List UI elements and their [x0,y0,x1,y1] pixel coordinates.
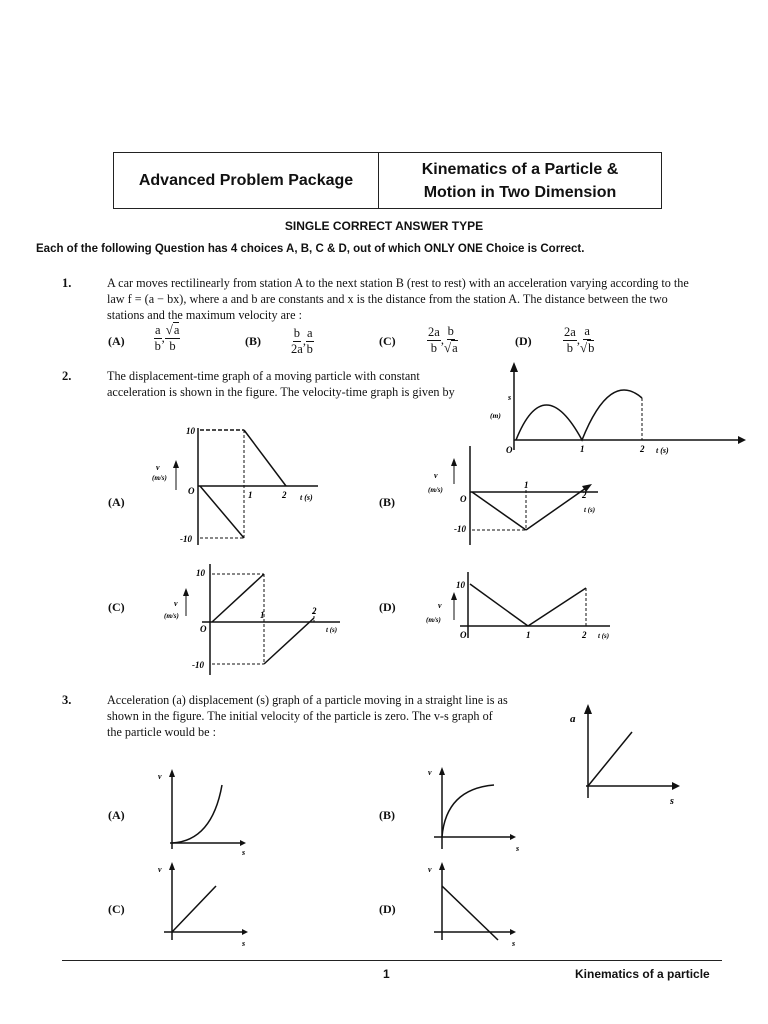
graph-mark [510,834,516,840]
graph-mark [169,769,175,777]
question-1-option-a-label: (A) [108,334,125,348]
question-3-option-c-graph [150,858,260,950]
graph-label: O [460,494,467,504]
question-2-option-a-graph [148,420,333,555]
question-2-line-1: The displacement-time graph of a moving particle with constant [107,369,420,383]
opt-a-f1-den: b [154,338,161,353]
question-2-option-d-label: (D) [379,600,396,614]
graph-label: 2 [282,490,287,500]
instructions: Each of the following Question has 4 choices A, B, C & D, out of which ONLY ONE Choice is Correct. [36,243,585,255]
header-table [113,152,662,209]
graph-label: -10 [180,534,192,544]
graph-label: O [200,624,207,634]
graph-label: v [428,865,432,874]
graph-mark [200,486,244,538]
graph-label: 10 [196,568,205,578]
graph-mark [672,782,680,790]
graph-label: s [670,796,674,807]
question-2-number: 2. [62,369,72,383]
question-1-line-2: law f = (a − bx), where a and b are constants and x is the distance from the station A. The distance between the two [107,292,668,306]
graph-mark [173,460,179,468]
graph-label: (m/s) [428,486,443,494]
graph-mark [183,588,189,596]
graph-label: t (s) [326,626,338,634]
question-1-option-c-label: (C) [379,334,396,348]
st-t1-label: 1 [580,444,585,454]
graph-mark [528,588,586,626]
graph-label: 10 [186,426,195,436]
graph-label: a [570,713,576,725]
st-curve [516,390,642,440]
graph-label: t (s) [300,493,313,502]
question-3-option-a-graph [150,765,260,857]
graph-mark [172,886,216,932]
opt-d-f1-den: b [566,340,574,355]
page-number: 1 [383,967,390,981]
question-2-option-d-graph [420,568,630,648]
graph-mark [439,767,445,775]
st-t-unit: t (s) [656,446,669,455]
st-x-arrow [738,436,746,444]
footer-divider [62,960,722,961]
opt-d-f2-den: b [588,341,595,355]
question-1-line-3: stations and the maximum velocity are : [107,308,302,322]
graph-mark [242,929,248,935]
section-type-heading: SINGLE CORRECT ANSWER TYPE [284,219,484,233]
graph-mark [510,929,516,935]
graph-mark [240,840,246,846]
graph-label: 1 [260,610,265,620]
graph-mark [470,584,528,626]
question-3-text [107,692,508,740]
question-2-line-2: acceleration is shown in the figure. The velocity-time graph is given by [107,385,455,399]
opt-b-f2-den: b [306,342,313,356]
graph-mark [472,492,526,530]
graph-mark [451,592,457,600]
graph-label: -10 [454,524,466,534]
question-3-option-a-label: (A) [108,808,125,822]
question-1-option-d-label: (D) [515,334,532,348]
question-2-option-b-label: (B) [379,495,395,509]
question-1-text [107,275,715,323]
graph-label: 2 [312,606,317,616]
st-t2-label: 2 [640,444,645,454]
header-left-title: Advanced Problem Package [114,153,379,208]
opt-a-f2-den: b [169,339,176,353]
question-2-option-c-label: (C) [108,600,125,614]
question-3-option-b-graph [420,765,530,857]
question-1-option-c-value: $\frac{2a}{b}$ , b √a [428,324,458,355]
graph-label: 1 [248,490,253,500]
footer-title: Kinematics of a particle [575,967,710,981]
graph-label: v [156,463,160,472]
graph-mark [526,488,586,530]
opt-b-f1-den: 2a [291,342,303,356]
question-2-option-a-label: (A) [108,495,125,509]
opt-c-f1-num: 2a [428,324,440,339]
graph-label: (m/s) [426,616,441,624]
graph-label: v [158,772,162,781]
graph-label: O [188,486,195,496]
opt-b-f1-num: b [293,326,301,340]
graph-label: v [174,599,178,608]
graph-label: v [434,471,438,480]
graph-mark [588,732,632,786]
question-2-text [107,368,455,400]
graph-mark [212,574,264,622]
question-3-option-d-label: (D) [379,902,396,916]
graph-label: t (s) [584,506,596,514]
graph-label: 10 [456,580,465,590]
opt-c-f2-num: b [447,324,454,338]
question-1-option-b-value: $\frac{b}{2a}$ , $\frac{a}{b}$ [291,326,313,356]
graph-label: (m/s) [152,474,167,482]
graph-mark [442,785,494,837]
st-origin-label: O [506,445,513,455]
opt-a-f2-num: a [173,323,180,337]
graph-label: O [460,630,467,640]
graph-mark [169,862,175,870]
graph-label: t (s) [598,632,610,640]
question-3-option-c-label: (C) [108,902,125,916]
header-right-title [379,153,661,208]
graph-label: v [428,768,432,777]
question-2-option-b-graph [420,440,610,550]
question-3-line-1: Acceleration (a) displacement (s) graph of a particle moving in a straight line is as [107,693,508,707]
question-1-option-b-label: (B) [245,334,261,348]
graph-mark [451,458,457,466]
opt-c-f2-den: a [452,341,458,355]
graph-label: (m/s) [164,612,179,620]
opt-a-f1-num: a [155,322,161,337]
graph-mark [439,862,445,870]
graph-mark [244,430,286,486]
question-1-line-1: A car moves rectilinearly from station A to the next station B (rest to rest) with an acceleration varying according to the [107,276,689,290]
st-s-unit: (m) [490,411,501,420]
graph-label: 1 [524,480,529,490]
graph-label: s [516,844,520,853]
graph-label: 2 [582,490,587,500]
question-2-option-c-graph [160,560,360,680]
question-3-option-d-graph [420,858,530,950]
opt-d-f2-num: a [584,324,590,338]
question-3-option-b-label: (B) [379,808,395,822]
graph-label: -10 [192,660,204,670]
st-y-arrow [510,362,518,372]
graph-label: v [438,601,442,610]
graph-mark [264,618,314,664]
question-1-option-a-value: $\frac{a}{b}$ , √a b [154,322,180,353]
st-s-label: s [508,393,512,402]
graph-mark [584,704,592,714]
graph-label: s [242,939,246,948]
question-3-line-3: the particle would be : [107,725,216,739]
question-3-acceleration-displacement-graph [560,700,690,810]
header-right-line-2: Motion in Two Dimension [423,183,617,201]
question-1-option-d-value: $\frac{2a}{b}$ , a √b [564,324,595,355]
graph-label: 1 [526,630,531,640]
graph-label: s [512,939,516,948]
question-3-number: 3. [62,693,72,707]
header-right-line-1: Kinematics of a Particle & [421,160,619,178]
question-1-number: 1. [62,276,72,290]
graph-label: v [158,865,162,874]
graph-label: s [242,848,246,857]
graph-label: 2 [582,630,587,640]
opt-c-f1-den: b [430,340,438,355]
graph-mark [172,785,222,843]
question-3-line-2: shown in the figure. The initial velocity of the particle is zero. The v-s graph of [107,709,493,723]
opt-b-f2-num: a [306,326,313,340]
opt-d-f1-num: 2a [564,324,576,339]
